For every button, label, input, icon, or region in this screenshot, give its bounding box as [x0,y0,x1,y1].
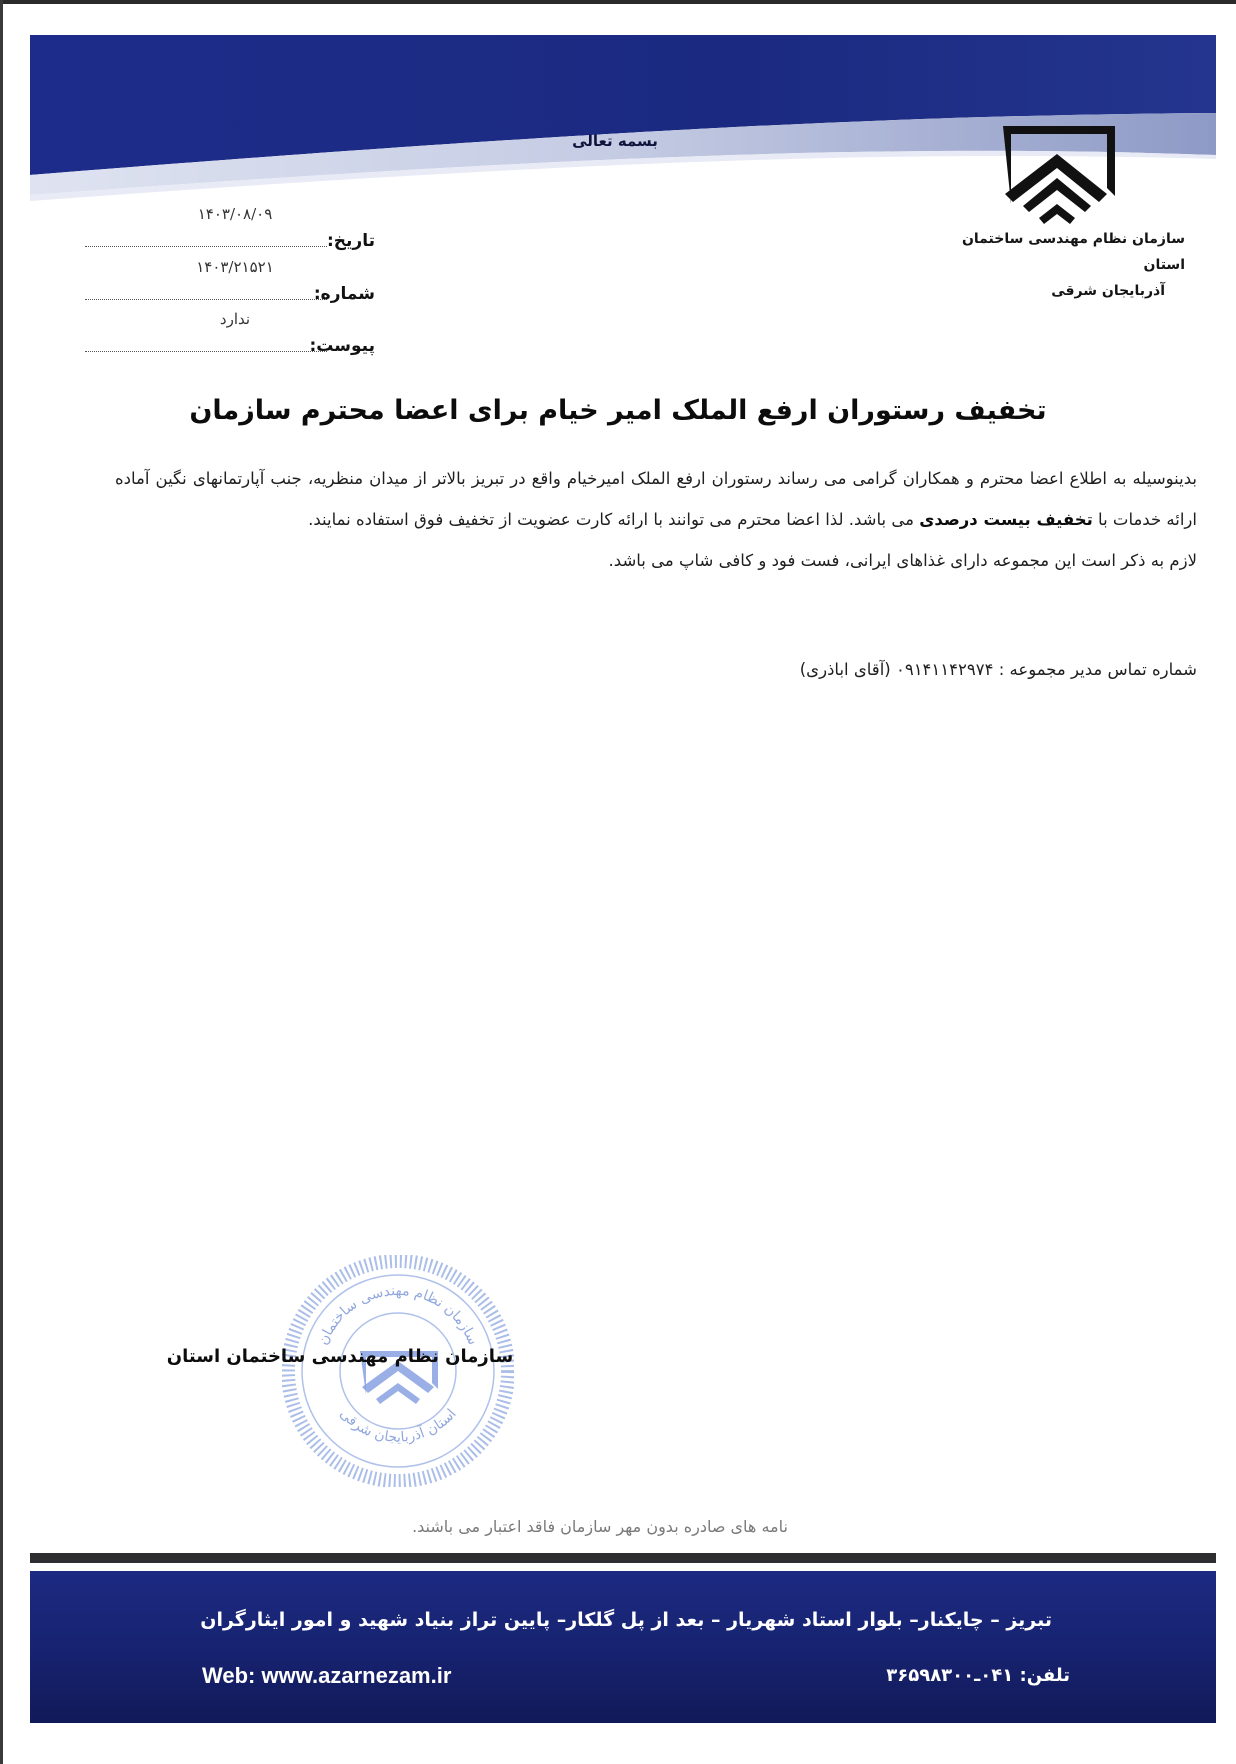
letter-title: تخفیف رستوران ارفع الملک امیر خیام برای اعضا محترم سازمان [189,395,1047,426]
attachment-value: ندارد [219,310,251,328]
number-field [85,258,375,308]
org-name-line1: سازمان نظام مهندسی ساختمان استان [961,231,1185,273]
paragraph-1 [115,458,1197,540]
date-field [85,205,375,255]
footer-website[interactable]: Web: www.azarnezam.ir [202,1663,452,1688]
letter-body [115,458,1197,581]
manager-contact: شماره تماس مدیر مجموعه : ۰۹۱۴۱۱۴۲۹۷۴ (آقای اباذری) [799,660,1197,679]
footer-phone: تلفن: ۰۴۱ـ۳۶۵۹۸۳۰۰ [886,1665,1070,1686]
signature-org: سازمان نظام مهندسی ساختمان استان [166,1346,514,1367]
validity-note: نامه های صادره بدون مهر سازمان فاقد اعتبار می باشند. [412,1517,788,1536]
org-name-line2: آذربایجان شرقی [1051,283,1165,299]
bismillah-heading: بسمه تعالی [572,132,658,150]
seal-text-bottom: استان آذربایجان شرقی [336,1405,460,1446]
attachment-field [85,310,375,360]
footer-band [30,1571,1216,1723]
page-edge-top [0,0,1236,4]
page-edge-left [0,0,3,1764]
date-value: ۱۴۰۳/۰۸/۰۹ [197,205,273,223]
svg-text:استان آذربایجان شرقی [336,1406,459,1446]
number-value: ۱۴۰۳/۲۱۵۲۱ [196,258,274,276]
paragraph-2: لازم به ذکر است این مجموعه دارای غذاهای ایرانی، فست فود و کافی شاپ می باشد. [608,551,1197,570]
seal-text-top: سازمان نظام مهندسی ساختمان [315,1283,481,1348]
house-chevron-logo-icon [995,118,1125,236]
svg-text:سازمان نظام مهندسی ساختمان [315,1283,481,1347]
paragraph-1-part2: می باشد. لذا اعضا محترم می توانند با ارائه کارت عضویت از تخفیف فوق استفاده نمایند. [308,510,920,529]
discount-emphasis: تخفیف بیست درصدی [919,510,1093,529]
attachment-label: پیوست: [309,336,375,356]
date-dotted-line [85,246,327,247]
paragraph-1-part1: بدینوسیله به اطلاع اعضا محترم و همکاران گرامی می رساند رستوران ارفع الملک امیرخیام واقع در تبریز بالاتر از میدان منظریه، جنب آپارتمانهای نگین آماده ارائه خدمات با [115,469,1197,529]
org-name [960,226,1185,304]
footer-address: تبریز – چایکنار– بلوار استاد شهریار – بعد از پل گلکار– پایین تراز بنیاد شهید و امور ایثارگران [200,1609,1052,1631]
number-dotted-line [85,299,327,300]
footer-rule [30,1553,1216,1563]
number-label: شماره: [313,284,375,304]
attachment-dotted-line [85,351,327,352]
date-label: تاریخ: [327,231,375,251]
organization-seal-icon [282,1255,514,1487]
